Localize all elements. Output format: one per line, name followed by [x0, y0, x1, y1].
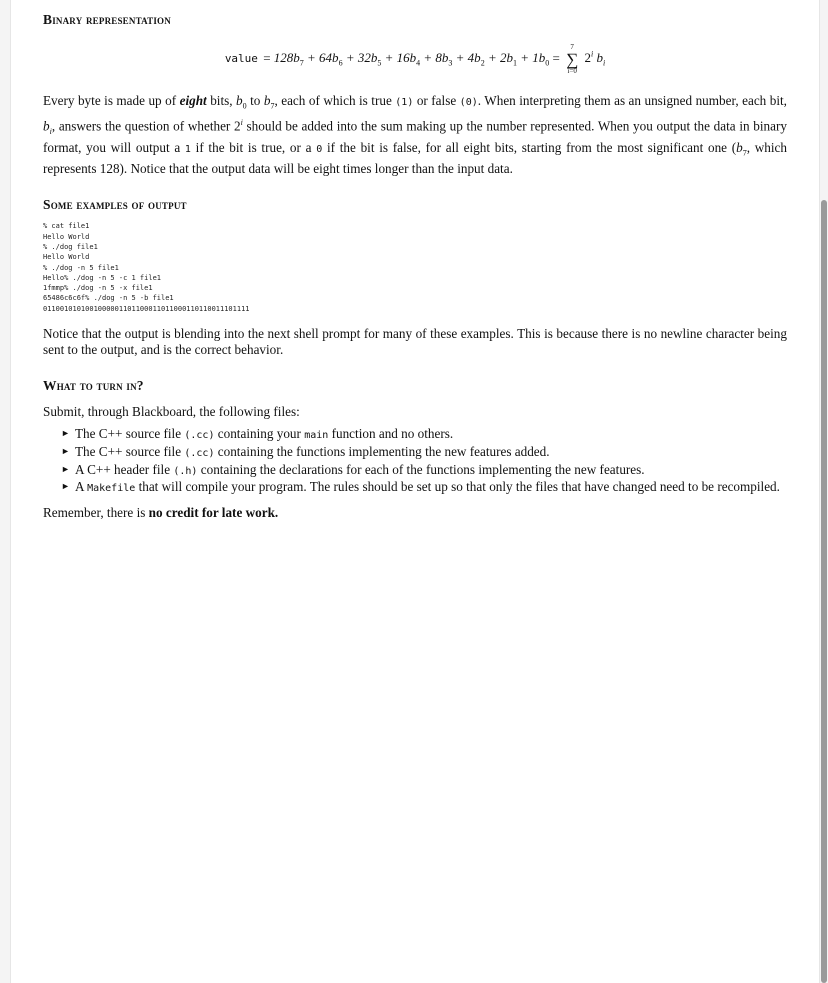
terminal-line: 0110010101001000001101100011011000110110011101111 — [43, 304, 250, 313]
document-page — [10, 0, 820, 983]
late-work-notice: Remember, there is no credit for late work. — [43, 505, 279, 521]
equation-equals-2: = — [552, 50, 560, 66]
equation-term: + $2b_1$ — [487, 50, 517, 69]
section-heading-turn-in: What to turn in? — [43, 377, 144, 393]
terminal-line: 1fmmp% ./dog -n 5 -x file1 — [43, 284, 153, 293]
terminal-line: % cat file1 — [43, 222, 90, 231]
scrollbar-thumb[interactable] — [821, 200, 827, 983]
terminal-line: Hello World — [43, 253, 90, 262]
terminal-output-block — [43, 221, 787, 314]
summation-body: 2$^i$ $b_i$ — [584, 50, 606, 69]
equation-term: + $4b_2$ — [455, 50, 485, 69]
list-item: ► The C++ source file (.cc) containing your main function and no others. — [61, 425, 454, 441]
bullet-icon: ► — [61, 427, 70, 438]
file-list — [43, 426, 787, 497]
equation-term: + $16b_4$ — [384, 50, 421, 69]
bullet-icon: ► — [61, 463, 70, 474]
list-item: ► The C++ source file (.cc) containing the functions implementing the new features added. — [61, 443, 550, 459]
summation-icon: 7 ∑ i=0 — [566, 43, 579, 75]
equation-term: + $32b_5$ — [345, 50, 382, 69]
equation-equals: = — [263, 50, 271, 66]
terminal-line: % ./dog file1 — [43, 242, 98, 251]
bullet-icon: ► — [61, 481, 70, 492]
document-content — [43, 12, 787, 521]
terminal-line: Hello World — [43, 232, 90, 241]
equation-term: + $8b_3$ — [423, 50, 453, 69]
paragraph-newline-note: Notice that the output is blending into the next shell prompt for many of these examples. This is because there is no newline character being sent to the output, and is the correct behavior. — [43, 325, 787, 357]
binary-equation — [43, 44, 787, 75]
equation-term: + $1b_0$ — [520, 50, 550, 69]
terminal-line: % ./dog -n 5 file1 — [43, 263, 119, 272]
scrollbar[interactable] — [820, 0, 828, 983]
section-heading-binary: Binary representation — [43, 12, 171, 27]
equation-term: $128b_7$ — [273, 50, 304, 69]
paragraph-binary-explanation: Every byte is made up of eight bits, $b_0$ to $b_7$, each of which is true (1) or false (0). When interpreting them as an unsigned number, each bit, $b_i$, answers the question of whether 2$^i$ should be added into the sum making up the number represented. When you output the data in binary format, you will output a 1 if the bit is true, or a 0 if the bit is false, for all eight bits, starting from the most significant one ($b_7$, which represents 128). Notice that the output data will be eight times longer than the input data. — [43, 93, 787, 177]
list-item: ► A Makefile that will compile your program. The rules should be set up so that only the files that have changed need to be recompiled. — [61, 479, 780, 495]
list-item: ► A C++ header file (.h) containing the declarations for each of the functions implementing the new features. — [61, 461, 645, 477]
equation-lhs: value — [224, 52, 258, 66]
bullet-icon: ► — [61, 445, 70, 456]
terminal-line: 65486c6c6f% ./dog -n 5 -b file1 — [43, 294, 174, 303]
equation-term: + $64b_6$ — [307, 50, 343, 69]
submit-instructions: Submit, through Blackboard, the following files: — [43, 403, 300, 419]
equation-terms — [273, 50, 553, 69]
section-heading-examples: Some examples of output — [43, 197, 187, 213]
terminal-line: Hello% ./dog -n 5 -c 1 file1 — [43, 273, 162, 282]
